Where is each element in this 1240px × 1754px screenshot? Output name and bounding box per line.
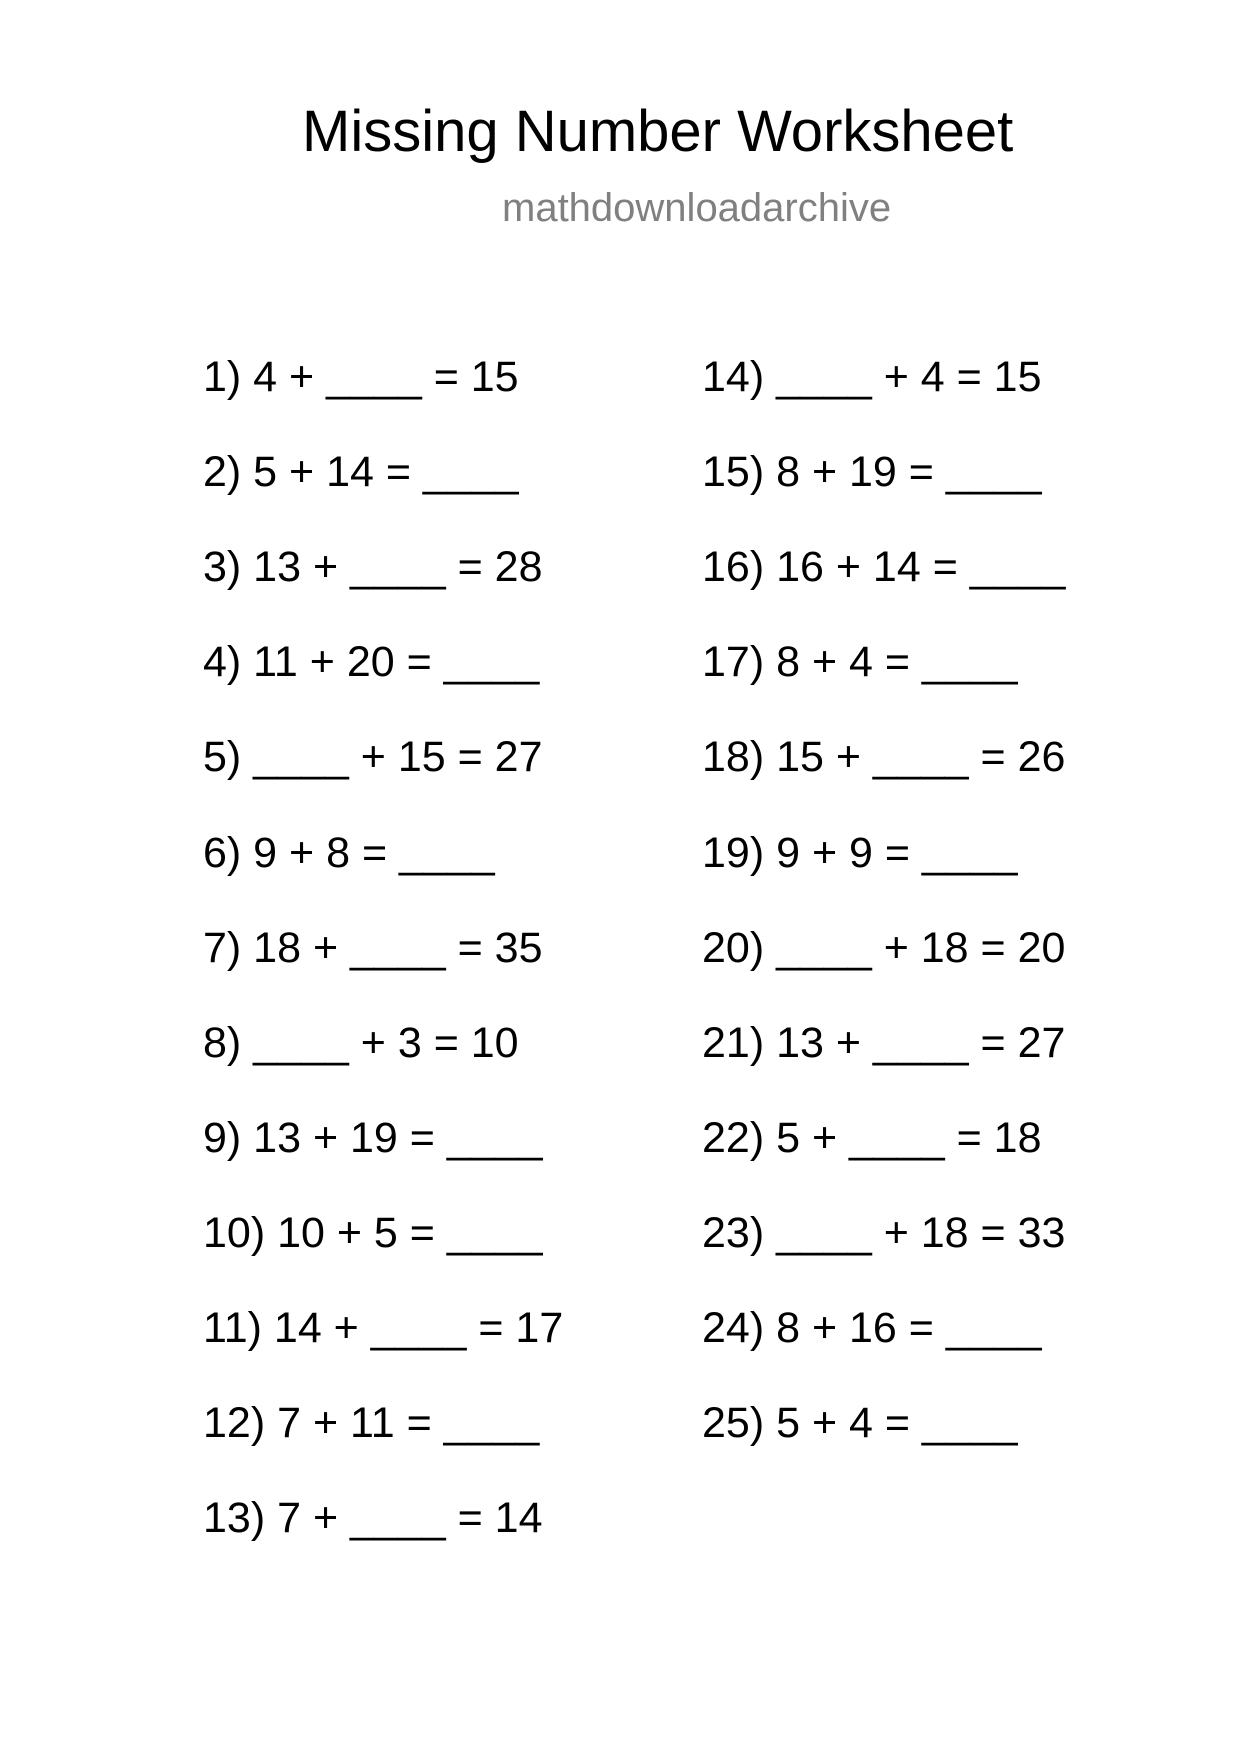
problem-21: 21) 13 + ____ = 27 bbox=[702, 1019, 1066, 1067]
problem-12: 12) 7 + 11 = ____ bbox=[203, 1399, 540, 1447]
problem-22: 22) 5 + ____ = 18 bbox=[702, 1114, 1042, 1162]
problem-5: 5) ____ + 15 = 27 bbox=[203, 733, 543, 781]
problem-15: 15) 8 + 19 = ____ bbox=[702, 448, 1042, 496]
problem-13: 13) 7 + ____ = 14 bbox=[203, 1494, 543, 1542]
problem-9: 9) 13 + 19 = ____ bbox=[203, 1114, 543, 1162]
problem-19: 19) 9 + 9 = ____ bbox=[702, 829, 1018, 877]
worksheet-title: Missing Number Worksheet bbox=[302, 99, 1014, 164]
problem-1: 1) 4 + ____ = 15 bbox=[203, 353, 519, 401]
problem-11: 11) 14 + ____ = 17 bbox=[203, 1304, 564, 1352]
problem-16: 16) 16 + 14 = ____ bbox=[702, 543, 1066, 591]
worksheet-source: mathdownloadarchive bbox=[502, 186, 892, 230]
problem-8: 8) ____ + 3 = 10 bbox=[203, 1019, 519, 1067]
problem-20: 20) ____ + 18 = 20 bbox=[702, 924, 1066, 972]
problem-2: 2) 5 + 14 = ____ bbox=[203, 448, 519, 496]
problem-24: 24) 8 + 16 = ____ bbox=[702, 1304, 1042, 1352]
problem-3: 3) 13 + ____ = 28 bbox=[203, 543, 543, 591]
problem-4: 4) 11 + 20 = ____ bbox=[203, 638, 540, 686]
problem-7: 7) 18 + ____ = 35 bbox=[203, 924, 543, 972]
problem-6: 6) 9 + 8 = ____ bbox=[203, 829, 495, 877]
problem-14: 14) ____ + 4 = 15 bbox=[702, 353, 1042, 401]
problem-10: 10) 10 + 5 = ____ bbox=[203, 1209, 543, 1257]
problem-17: 17) 8 + 4 = ____ bbox=[702, 638, 1018, 686]
problem-25: 25) 5 + 4 = ____ bbox=[702, 1399, 1018, 1447]
problem-23: 23) ____ + 18 = 33 bbox=[702, 1209, 1066, 1257]
problem-18: 18) 15 + ____ = 26 bbox=[702, 733, 1066, 781]
